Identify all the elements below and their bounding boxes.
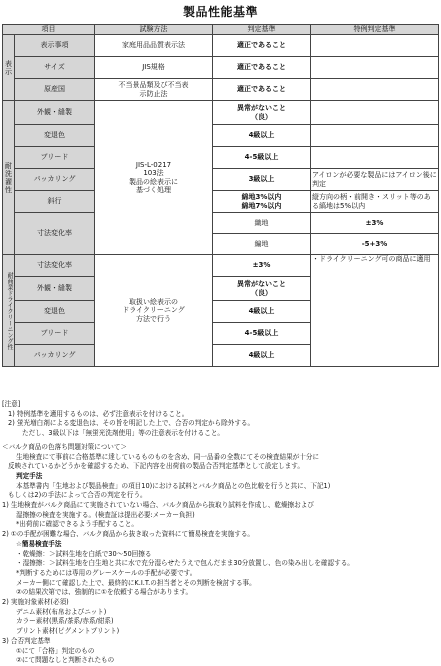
note-line: ②の結果次第では、強制的に①を依頼する場合があります。 xyxy=(16,588,193,597)
table-row xyxy=(3,79,439,101)
item-cell: 表示事項 xyxy=(15,35,95,57)
item-cell: 変退色 xyxy=(15,125,95,147)
note-line: メーカー側にて確認した上で、最終的にK.I.T.の担当者とその判断を検討する事。 xyxy=(16,578,256,587)
note-line: ①にて「合格」判定のもの xyxy=(16,646,95,655)
category-display: 表示 xyxy=(3,35,15,101)
header-method: 試験方法 xyxy=(95,25,213,35)
item-cell: パッカリング xyxy=(15,345,95,367)
table-row xyxy=(3,35,439,57)
method-cell: JIS規格 xyxy=(95,57,213,79)
item-cell: 寸法変化率 xyxy=(15,213,95,255)
criterion-cell: 4級以上 xyxy=(213,301,311,323)
item-cell: パッカリング xyxy=(15,169,95,191)
item-cell: 寸法変化率 xyxy=(15,255,95,277)
note-line: カラー素材(黒系/茶系/赤系/紺系) xyxy=(16,617,114,626)
method-cell: 不当景品類及び不当表 示防止法 xyxy=(95,79,213,101)
note-line: もしくは2)の手法によって合否の判定を行う。 xyxy=(8,491,147,500)
note-line: 本基準書内「生地および製品検査」の項目10)における試料とバルク商品との色比較を行うと共に、下記1) xyxy=(16,481,331,490)
criterion-cell: 4-5級以上 xyxy=(213,323,311,345)
criterion-cell: ±3% xyxy=(213,255,311,277)
table-row xyxy=(3,169,439,191)
special-cell xyxy=(311,79,439,101)
judge-heading: 判定手法 xyxy=(16,471,43,480)
method-cell: 家庭用品品質表示法 xyxy=(95,35,213,57)
table-row xyxy=(3,57,439,79)
sub-item-cell: 織地 xyxy=(213,213,311,234)
note-line: ・乾燥擦：＞試料生地を白紙で30～50回擦る xyxy=(16,549,152,558)
dry-method-cell: 取扱い絵表示の ドライクリーニング 方法で行う xyxy=(95,255,213,367)
note-line: ②にて問題なしと判断されたもの xyxy=(16,656,115,665)
header-criterion: 判定基準 xyxy=(213,25,311,35)
criterion-cell: ±3% xyxy=(311,213,439,234)
header-special: 特例判定基準 xyxy=(311,25,439,35)
special-cell: アイロンが必要な製品にはアイロン後に判定 xyxy=(311,169,439,191)
table-row xyxy=(3,125,439,147)
special-cell xyxy=(311,35,439,57)
item-cell: ブリード xyxy=(15,323,95,345)
item-cell: 斜行 xyxy=(15,191,95,213)
criterion-cell: 異常がないこと （良） xyxy=(213,101,311,125)
item-cell: 変退色 xyxy=(15,301,95,323)
criterion-cell: 異常がないこと （良） xyxy=(213,277,311,301)
table-row xyxy=(3,191,439,213)
table-row xyxy=(3,101,439,125)
special-cell: 縦方向の柄・前開き・スリット等のある縞地は5%以内 xyxy=(311,191,439,213)
note-line: 2) 実施対象素材(必須) xyxy=(2,598,69,607)
note-line: 湿擦擦の検査を実施する。(検査証は提出必要:メーカー負担) xyxy=(16,510,195,519)
note-line: *出荷前に確認できるよう手配すること。 xyxy=(16,520,138,529)
note-line: 2) ①の手配が困難な場合、バルク商品から抜き取った資料にて簡易検査を実施する。 xyxy=(2,530,255,539)
table-header-row xyxy=(3,25,439,35)
special-cell xyxy=(311,57,439,79)
item-cell: サイズ xyxy=(15,57,95,79)
item-cell: ブリード xyxy=(15,147,95,169)
criterion-cell: 綿地3%以内 綿地7%以内 xyxy=(213,191,311,213)
note-line: ただし、3級以下は「無蛍光洗剤使用」等の注意表示を付けること。 xyxy=(22,429,225,438)
note-line: 反映されているかどうかを確認するため、下記内容を出荷前の製品合否判定基準として設定します。 xyxy=(8,462,304,471)
criterion-cell: 3級以上 xyxy=(213,169,311,191)
page-title: 製品性能基準 xyxy=(182,5,258,19)
table-row xyxy=(3,255,439,277)
notes-heading: [注意] xyxy=(2,400,21,408)
criterion-cell: 4級以上 xyxy=(213,125,311,147)
bulk-heading: ＜バルク商品の色落ち問題対策について＞ xyxy=(2,442,128,451)
category-wash: 耐洗濯性 xyxy=(3,101,15,255)
note-line: 生地検査にて事前に合格基準に達しているものものを含め、同一品番の全数にてその検査結果が十分に xyxy=(16,452,320,461)
table-row xyxy=(3,213,439,234)
item-cell: 原産国 xyxy=(15,79,95,101)
item-cell: 外観・縫製 xyxy=(15,101,95,125)
criterion-cell: 適正であること xyxy=(213,57,311,79)
criterion-cell: 4-5級以上 xyxy=(213,147,311,169)
sub-item-cell: 編地 xyxy=(213,234,311,255)
table-row xyxy=(3,147,439,169)
special-cell xyxy=(311,125,439,147)
performance-standards-table xyxy=(2,24,439,367)
category-dry: 耐商業ドライクリーニング性 xyxy=(3,255,15,367)
notes-section xyxy=(2,400,439,666)
wash-method-cell: JIS-L-0217 103法 製品の絵表示に 基づく処理 xyxy=(95,101,213,255)
note-line: 1) 生地検査がバルク商品にて実施されていない場合、バルク商品から抜取り試料を作成し、乾燥擦および xyxy=(2,501,314,510)
dry-special-cell: ・ドライクリーニング可の商品に適用 xyxy=(311,255,439,367)
special-cell xyxy=(311,101,439,125)
criterion-cell: -5+3% xyxy=(311,234,439,255)
simple-test-heading: ☆簡易検査手法 xyxy=(16,539,62,548)
header-item: 項目 xyxy=(3,25,95,35)
criterion-cell: 適正であること xyxy=(213,79,311,101)
note-line: 2) 蛍光増白剤による変退色は、その旨を明記した上で、合否の判定から除外する。 xyxy=(8,419,255,428)
note-line: 3) 合否判定基準 xyxy=(2,636,51,645)
note-line: デニム素材(布帛およびニット) xyxy=(16,607,107,616)
criterion-cell: 4級以上 xyxy=(213,345,311,367)
note-line: 1) 特例基準を適用するものは、必ず注意表示を付けること。 xyxy=(8,409,189,418)
note-line: *判断するためには専用のグレースケールの手配が必要です。 xyxy=(16,568,197,577)
note-line: プリント素材(ピグメントプリント) xyxy=(16,627,120,636)
special-cell xyxy=(311,147,439,169)
item-cell: 外観・縫製 xyxy=(15,277,95,301)
criterion-cell: 適正であること xyxy=(213,35,311,57)
note-line: ・湿擦擦：＞試料生地を白生地と共に水で充分湿らせたうえで包んだまま30分放置し、色の染み出しを確認する。 xyxy=(16,559,354,568)
